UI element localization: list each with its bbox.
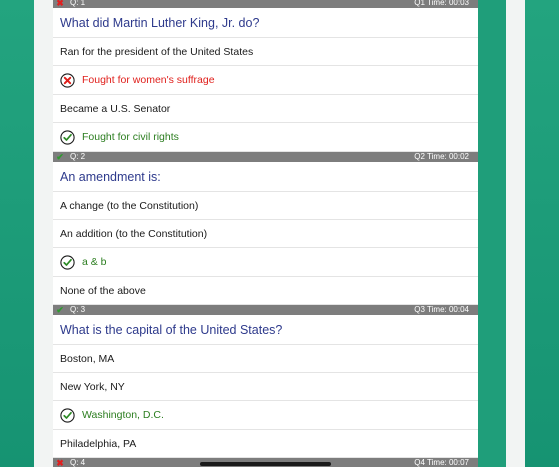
question-time: Q4 Time: 00:07 bbox=[414, 458, 469, 467]
wrong-icon: ✖ bbox=[56, 458, 64, 467]
answer-label: None of the above bbox=[60, 284, 146, 297]
answer-label: Washington, D.C. bbox=[82, 409, 164, 421]
answer-option[interactable] bbox=[53, 248, 478, 277]
check-circle-icon bbox=[60, 130, 75, 145]
question-status-bar bbox=[53, 152, 478, 162]
answer-option[interactable] bbox=[53, 38, 478, 66]
answer-option[interactable] bbox=[53, 66, 478, 95]
device-frame-right bbox=[506, 0, 525, 467]
answer-label: Fought for civil rights bbox=[82, 131, 179, 143]
question-title: An amendment is: bbox=[53, 162, 478, 192]
answer-label: Philadelphia, PA bbox=[60, 437, 137, 450]
question-number: Q: 2 bbox=[70, 152, 86, 161]
question-title: What is the capital of the United States? bbox=[53, 315, 478, 345]
check-icon: ✔ bbox=[56, 305, 64, 315]
answer-label: Ran for the president of the United States bbox=[60, 45, 254, 58]
question-number: Q: 4 bbox=[70, 458, 86, 467]
answer-label: A change (to the Constitution) bbox=[60, 199, 199, 212]
question-title: What did Martin Luther King, Jr. do? bbox=[53, 8, 478, 38]
answer-option[interactable] bbox=[53, 277, 478, 305]
answer-label: New York, NY bbox=[60, 380, 125, 393]
wrong-icon: ✖ bbox=[56, 0, 64, 8]
answer-option[interactable] bbox=[53, 345, 478, 373]
question-status-bar bbox=[53, 305, 478, 315]
answer-option[interactable] bbox=[53, 95, 478, 123]
check-circle-icon bbox=[60, 255, 75, 270]
quiz-results-screen bbox=[53, 0, 478, 467]
check-circle-icon bbox=[60, 408, 75, 423]
check-icon: ✔ bbox=[56, 152, 64, 162]
device-frame-left bbox=[34, 0, 53, 467]
question-time: Q1 Time: 00:03 bbox=[414, 0, 469, 7]
answer-option[interactable] bbox=[53, 192, 478, 220]
answer-label: An addition (to the Constitution) bbox=[60, 227, 208, 240]
answer-option[interactable] bbox=[53, 430, 478, 458]
background-right bbox=[519, 0, 559, 467]
answer-option[interactable] bbox=[53, 401, 478, 430]
question-status-bar bbox=[53, 0, 478, 8]
question-number: Q: 3 bbox=[70, 305, 86, 314]
answer-option[interactable] bbox=[53, 220, 478, 248]
question-number: Q: 1 bbox=[70, 0, 86, 7]
answer-label: a & b bbox=[82, 256, 107, 268]
x-circle-icon bbox=[60, 73, 75, 88]
answer-label: Fought for women's suffrage bbox=[82, 74, 215, 86]
answer-label: Became a U.S. Senator bbox=[60, 102, 171, 115]
results-list bbox=[53, 0, 478, 467]
answer-option[interactable] bbox=[53, 373, 478, 401]
answer-label: Boston, MA bbox=[60, 352, 115, 365]
question-time: Q3 Time: 00:04 bbox=[414, 305, 469, 314]
home-indicator bbox=[200, 462, 331, 466]
question-time: Q2 Time: 00:02 bbox=[414, 152, 469, 161]
answer-option[interactable] bbox=[53, 123, 478, 152]
